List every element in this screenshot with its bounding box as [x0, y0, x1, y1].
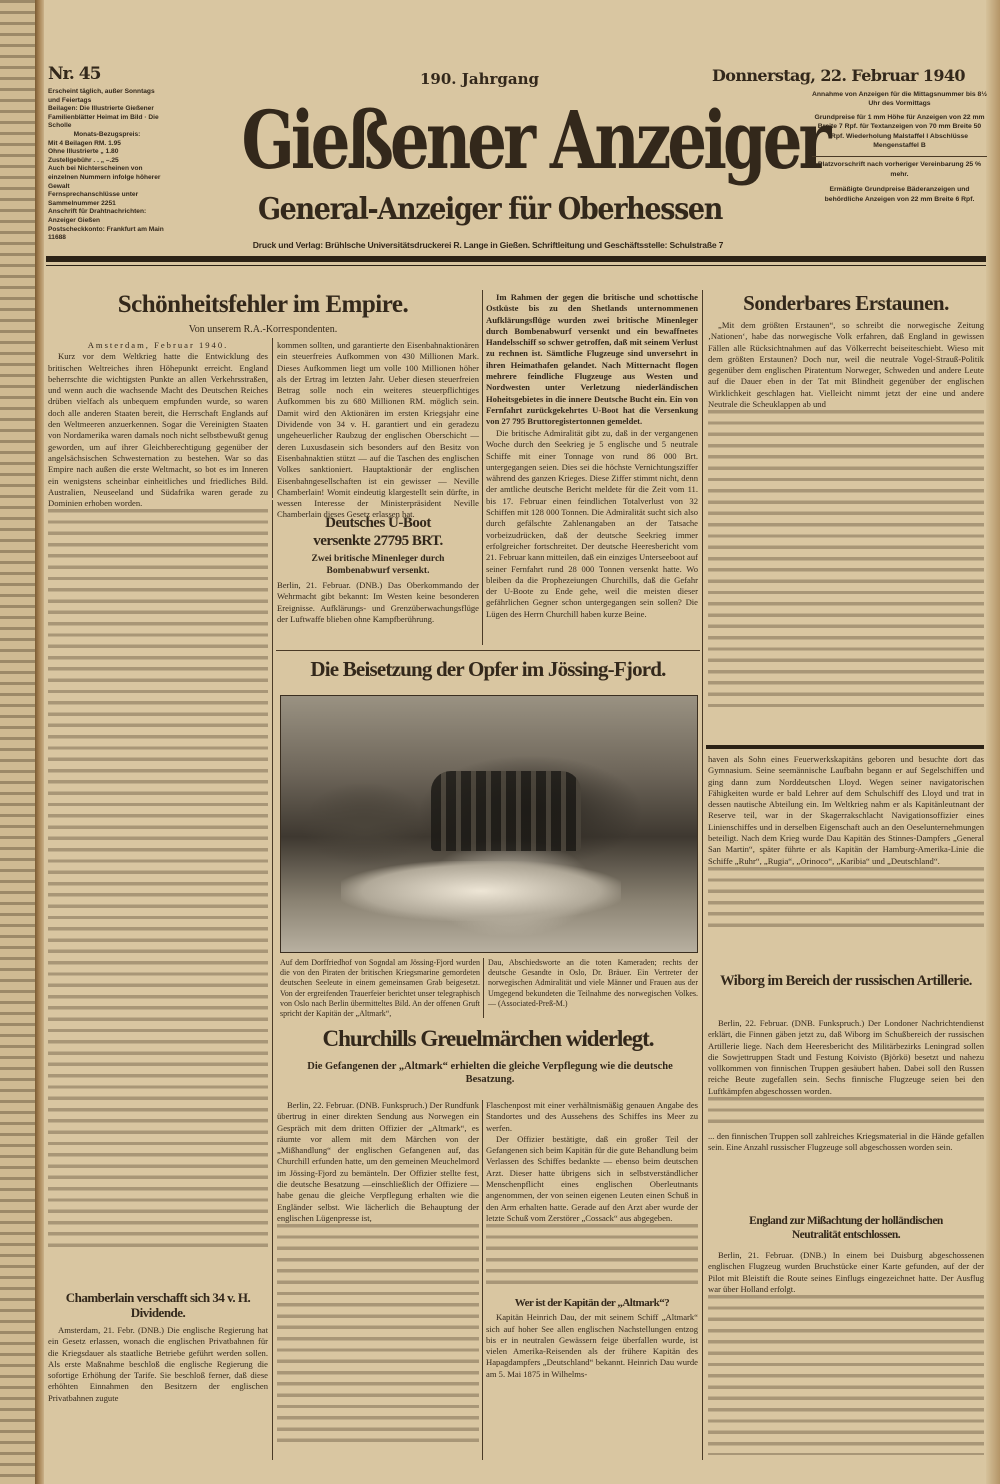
headline-altmark-captain: Wer ist der Kapitän der „Altmark“? — [514, 1297, 670, 1310]
article-text: kommen sollten, und garantierte den Eisenbahnaktionären ein steuerfreies Aufkommen von 430 Millionen Mark. Dieses Aufkommen liegt um volle 100 Millionen höher als der Ertrag im letzten Jahr. Ueber diesen steuerfreien Betrag solle noch ein weiteres steuerpflichtiges Aufkommen bis zu 680 Millionen RM. möglich sein. Damit wird den Aktionären im ersten Kriegsjahr eine Dividende von 34 v. H. garantiert und ein geradezu ungeheuerlicher Raubzug der englischen Oberschicht — deren Luxusdasein sich besonders auf den Besitz von Eisenbahnaktien stützt — auf die Taschen des englischen Volkes sanktioniert. Hauptaktionär der englischen Eisenbahngesellschaften ist ein gewisser — Neville Chamberlain! Womit eindeutig klargestellt sein dürfte, in wessen Interesse der Ministerpräsident Neville Chamberlain dieses Gesetz erlassen hat. — [277, 340, 479, 520]
illegible-text — [708, 1295, 984, 1455]
article-wiborg — [708, 1018, 984, 1154]
article-dau-bio — [708, 754, 984, 968]
article-text: Kapitän Heinrich Dau, der mit seinem Schiff „Altmark“ sich auf hoher See allen englischen Nachstellungen entzog bis er in neutralen Gewässern feige überfallen wurde, ist vielen Amerika-Reisenden als der frühere Kapitän des Hapagdampfers „Deutschland“ bekannt. Heinrich Dau wurde am 5. Mai 1875 in Wilhelms- — [486, 1312, 698, 1379]
article-holland — [708, 1250, 984, 1460]
article-text: Flaschenpost mit einer verhältnismäßig genauen Angabe des Standortes und des Aussehens des Schiffes ins Meer zu werfen. — [486, 1100, 698, 1133]
headline-churchill: Churchills Greuelmärchen widerlegt. — [322, 1026, 654, 1051]
subhead: Zwei britische Minenleger durch Bombenabwurf versenkt. — [311, 554, 445, 576]
mourners-figures — [431, 771, 581, 851]
article-text: Berlin, 22. Februar. (DNB. Funkspruch.) Der Londoner Nachrichtendienst erklärt, die Finnen gäben jetzt zu, daß Wiborg im Schußbereich der russischen Artillerie liege. Nach dem Heeresbericht des Militärbezirks Leningrad sollen die Sowjettruppen Stadt und Festung Koivisto (Björkö) besetzt und nahezu vollkommen von finnischen Truppen gesäubert haben. Dabei soll den Russen reiche Beute zugefallen sein. Sechs finnische Flugzeuge seien bei den Luftkämpfen abgeschossen worden. — [708, 1018, 984, 1096]
imprint: Druck und Verlag: Brühlsche Universitätsdruckerei R. Lange in Gießen. Schriftleitung und Geschäftsstelle: Schulstraße 7 — [252, 240, 724, 250]
wreaths — [341, 861, 621, 921]
column-rule — [272, 500, 273, 1460]
info-line: Mit 4 Beilagen RM. 1.95 — [48, 139, 121, 147]
illegible-text — [486, 1224, 698, 1292]
column-rule — [272, 338, 273, 498]
illegible-text — [277, 1224, 479, 1444]
page-edge — [986, 0, 1000, 1484]
info-line: Ohne Illustrierte „ 1.80 — [48, 148, 119, 156]
masthead-rule-thin — [46, 265, 986, 266]
article-text: Berlin, 21. Februar. (DNB.) In einem bei Duisburg abgeschossenen englischen Flugzeug wurden Bruchstücke einer Karte gefunden, auf der der Pilot mit Bleistift die Route seines Einflugs eingezeichnet hatte. Der Ausflug war über Holland erfolgt. — [708, 1250, 984, 1294]
funeral-photo — [280, 695, 698, 953]
article-text: ... den finnischen Truppen soll zahlreiches Kriegsmaterial in die Hände gefallen sein. Eine Anzahl russischer Flugzeuge soll abgeschossen worden sein. — [708, 1131, 984, 1153]
headline-holland: England zur Mißachtung der holländischen Neutralität entschlossen. — [749, 1215, 943, 1241]
info-line: Erscheint täglich, außer Sonntags und Feiertags — [48, 88, 155, 104]
column-rule — [483, 958, 484, 1018]
illegible-text — [708, 867, 984, 927]
article-churchill-col1 — [277, 1100, 479, 1460]
article-text: „Mit dem größten Erstaunen“, so schreibt die norwegische Zeitung ‚Nationen‘, habe das norwegische Volk erfahren, daß England in gewissen Fällen alle Rücksichtnahmen auf das Völkerrecht beiseiteschiebt. Wieso mit dem größten Erstaunen? Doch nur, weil die neutrale Vogel-Strauß-Politik gegenüber dem englischen Piratentum Norweger, Schweden und andere Leute auf die Dauer eben in der Tat mit Blindheit gegenüber der englischen Wirklichkeit geschlagen hat. Vielleicht nimmt jetzt der eine und andere Neutrale die Scheuklappen ab und — [708, 320, 984, 410]
info-line: Auch bei Nichterscheinen von einzelnen Nummern infolge höherer Gewalt — [48, 165, 161, 190]
article-text: Berlin, 21. Februar. (DNB.) Das Oberkommando der Wehrmacht gibt bekannt: Im Westen keine besonderen Ereignisse. Aufklärungs- und Grenzüberwachungsflüge der Luftwaffe blieben ohne Kampfberührung. — [277, 580, 479, 624]
headline-wiborg: Wiborg im Bereich der russischen Artillerie. — [720, 973, 972, 989]
headline-photo: Die Beisetzung der Opfer im Jössing-Fjord. — [310, 657, 666, 681]
volume: 190. Jahrgang — [420, 70, 539, 88]
article-empire-col1 — [48, 340, 268, 1282]
right-info-box — [812, 90, 987, 204]
headline-uboot-2: versenkte 27795 BRT. — [313, 533, 443, 549]
illegible-text — [48, 509, 268, 1249]
headline-uboot: Deutsches U-Boot — [325, 515, 431, 531]
article-empire-col2 — [277, 340, 479, 521]
info-line: Beilagen: Die Illustrierte Gießener Familienblätter Heimat im Bild · Die Scholle — [48, 105, 159, 130]
article-uboot — [277, 514, 479, 625]
divider-thick — [706, 745, 984, 749]
illegible-text — [708, 410, 984, 710]
article-text: Kurz vor dem Weltkrieg hatte die Entwicklung des britischen Weltreiches ihren Höhepunkt erreicht. England beherrschte die wichtigsten Punkte an allen Verkehrsstraßen, und wenn auch die wachsende Macht des Deutschen Reiches drüben vielfach als unbequem empfunden wurde, so waren doch alle anderen Staaten bereit, die Herrschaft Englands auf den Weltmeeren anzuerkennen. Sogar die Vereinigten Staaten von Nordamerika waren damals noch nicht selbstbewußt genug geworden, um auf ihrer Gleichberechtigung gegenüber der angelsächsischen Schwesternation zu bestehen. War so das Empire nach außen die erste Weltmacht, so bot es im Inneren ein wenigstens scheinbar einheitliches und friedliches Bild. Australien, Neuseeland und Südafrika waren gerade zu Dominien erhoben worden. — [48, 351, 268, 509]
newspaper-title: Gießener Anzeiger — [241, 93, 828, 187]
headline-chamberlain: Chamberlain verschafft sich 34 v. H. Dividende. — [65, 1290, 251, 1320]
info-line: Grundpreise für 1 mm Höhe für Anzeigen von 22 mm Breite 7 Rpf. für Textanzeigen von 70 mm Breite 50 Rpf. Wiederholung Malstaffel I Abschlüsse Mengenstaffel B — [814, 113, 985, 150]
info-line: Monats-Bezugspreis: — [73, 130, 141, 138]
article-text: haven als Sohn eines Feuerwerkskapitäns geboren und besuchte dort das Gymnasium. Seine seemännische Laufbahn begann er auf Segelschiffen und ging dann zum Norddeutschen Lloyd. Wegen seiner navigatorischen Fähigkeiten wurde er bald Lehrer auf dem Schulschiff des Lloyd und trat in dessen nautische Abteilung ein. Im Weltkrieg nahm er als Kapitänleutnant der Reserve teil, war in der Skagerrakschlacht Navigationsoffizier eines Linienschiffes und in derselben Eigenschaft auch an den Oeselunternehmungen beteiligt. Nach dem Krieg wurde Dau Kapitän des Stinnes-Dampfers „General San Martin“, später führte er als Kapitän der Hamburg-Amerika-Linie die Schiffe „Ruhr“, „Rugia“, „Orinoco“, „Karibia“ und „Deutschland“. — [708, 754, 984, 866]
divider — [276, 650, 700, 651]
column-rule — [702, 290, 703, 1460]
headline-erstaunen: Sonderbares Erstaunen. — [743, 291, 949, 315]
info-line: Annahme von Anzeigen für die Mittagsnummer bis 8½ Uhr des Vormittags — [812, 91, 987, 108]
article-uboot-col2 — [486, 292, 698, 428]
photo-caption-1: Auf dem Dorffriedhof von Sogndal am Jössing-Fjord wurden die von den Piraten der britischen Kriegsmarine gemordeten deutschen Seeleute in einem gemeinsamen Grab beigesetzt. Von der ergreifenden Trauerfeier berichtet unser telegraphisch von Oslo nach Berlin übermitteltes Bild. An der offenen Gruft spricht der Kapitän der „Altmark“, — [280, 958, 480, 1019]
illegible-text — [708, 1097, 984, 1131]
info-line: Postscheckkonto: Frankfurt am Main 11688 — [48, 225, 164, 242]
article-text: Die britische Admiralität gibt zu, daß in der vergangenen Woche durch den Seekrieg je 5 englische und 5 neutrale Schiffe mit einer Tonnage von rund 86 000 Brt. untergegangen seien. Dies sei die höchste Vernichtungsziffer während des ganzen Krieges. Diese Ziffer stimmt nicht, denn der amtliche deutsche Bericht meldete für die Zeit vom 11. bis 17. Februar einen feindlichen Totalverlust von 32 Schiffen mit 128 000 Tonnen. Die Admiralität sucht sich also durch gefälschte Zahlenangaben an der Tatsache vorbeizudrücken, daß der deutsche Seekrieg immer erfolgreicher fortschreitet. Der deutsche Heeresbericht vom 21. Februar kann mitteilen, daß ein einziges Unterseeboot auf seiner Fernfahrt rund 28 000 Tonnen versenkt hatte. Wo bleiben da die Prophezeiungen Churchills, daß die Gefahr der U-Boote zu Ende gehe, weil die meisten dieser gefährlichen Gegner schon untergegangen sein sollen? Die Lügen des Herrn Churchill haben kurze Beine. — [486, 428, 698, 619]
issue-date: Donnerstag, 22. Februar 1940 — [712, 66, 965, 85]
article-erstaunen — [708, 320, 984, 740]
info-line: Fernsprechanschlüsse unter Sammelnummer 2251 — [48, 191, 139, 207]
info-line: Ermäßigte Grundpreise Bäderanzeigen und behördliche Anzeigen von 22 mm Breite 6 Rpf. — [824, 186, 975, 203]
headline-empire: Schönheitsfehler im Empire. — [117, 291, 409, 318]
photo-caption-2: Dau, Abschiedsworte an die toten Kameraden; rechts der deutsche Gesandte in Oslo, Dr. Bräuer. Ein Vertreter der norwegischen Admiralität und viele Männer und Frauen aus der Umgegend bekundeten die Teilnahme des norwegischen Volkes. — (Associated-Preß-M.) — [488, 958, 698, 1008]
info-line: Platzvorschrift nach vorheriger Vereinbarung 25 % mehr. — [812, 156, 987, 179]
article-churchill-col2 — [486, 1100, 698, 1380]
info-line: Anschrift für Drahtnachrichten: Anzeiger Gießen — [48, 208, 147, 224]
column-rule — [482, 1100, 483, 1460]
left-info-box — [48, 88, 166, 243]
info-line: Zustellgebühr . . „ –.25 — [48, 156, 119, 164]
article-text: Der Offizier bestätigte, daß ein großer Teil der Gefangenen sich beim Kapitän für die gute Behandlung beim Verlassen des Schiffes bedankte — ebenso beim deutschen Arzt. Dieser hatte übrigens sich in selbstverständlicher Menschenpflicht eines englischen Oberleutnants angenommen, der von seinen eigenen Leuten einen Schuß in den Arm erhalten hatte. Gerade auf den Arzt aber wurde der letzte Schuß vom Zerstörer „Cossack“ aus abgegeben. — [486, 1133, 698, 1223]
issue-number: Nr. 45 — [48, 64, 101, 84]
adjacent-page-edge — [0, 0, 36, 1484]
masthead-rule — [46, 256, 986, 262]
article-text: Berlin, 22. Februar. (DNB. Funkspruch.) Der Rundfunk übertrug in einer direkten Sendung aus Norwegen ein Gespräch mit dem dritten Offizier der „Altmark“, es räumte vor allem mit dem Märchen von der „Mißhandlung“ der englischen Gefangenen auf, das Churchill erfunden hatte, um den gemeinen Meuchelmord im Jössing-Fjord zu bemänteln. Der Offizier stellte fest, die deutsche Besatzung —einschließlich der Offiziere — habe genau die gleiche Verpflegung erhalten wie die Engländer selbst. Wie lächerlich die Behauptung der englischen Lügenpresse ist, — [277, 1100, 479, 1223]
article-admiralty — [486, 428, 698, 620]
byline: Von unserem R.A.-Korrespondenten. — [188, 324, 338, 335]
column-rule — [482, 290, 483, 645]
article-chamberlain — [48, 1290, 268, 1462]
binding-fold — [35, 0, 44, 1484]
subhead-churchill: Die Gefangenen der „Altmark“ erhielten die gleiche Verpflegung wie die deutsche Besatzung. — [307, 1061, 673, 1085]
article-text: Im Rahmen der gegen die britische und schottische Ostküste bis zu den Shetlands unternommenen Aufklärungsflüge wurden zwei britische Minenleger durch Bombenabwurf versenkt und ein bewaffnetes Handelsschiff so schwer getroffen, daß mit seinem Verlust zu rechnen ist. Sämtliche Flugzeuge sind unversehrt in ihren Heimathafen gelandet. Nach Mitternacht flogen mehrere feindliche Flugzeuge aus Westen und Nordwesten unter Verletzung niederländischen Hoheitsgebietes in die innere Deutsche Bucht ein. Ein von Fernfahrt zurückgekehrtes U-Boot hat die Versenkung von 27 795 Bruttoregistertonnen gemeldet. — [486, 292, 698, 427]
article-text: Amsterdam, 21. Febr. (DNB.) Die englische Regierung hat ein Gesetz erlassen, wonach die englischen Privatbahnen für die Kriegsdauer als staatliche Betriebe geführt werden sollen. Als erste Maßnahme beschloß die englische Regierung die sofortige Erhöhung der Tarife. Sie beschloß ferner, daß diese erhöhten Einnahmen den Besitzern der englischen Privatbahnen zugute — [48, 1325, 268, 1403]
newspaper-subtitle: General-Anzeiger für Oberhessen — [257, 192, 723, 227]
dateline: Amsterdam, Februar 1940. — [87, 340, 229, 350]
